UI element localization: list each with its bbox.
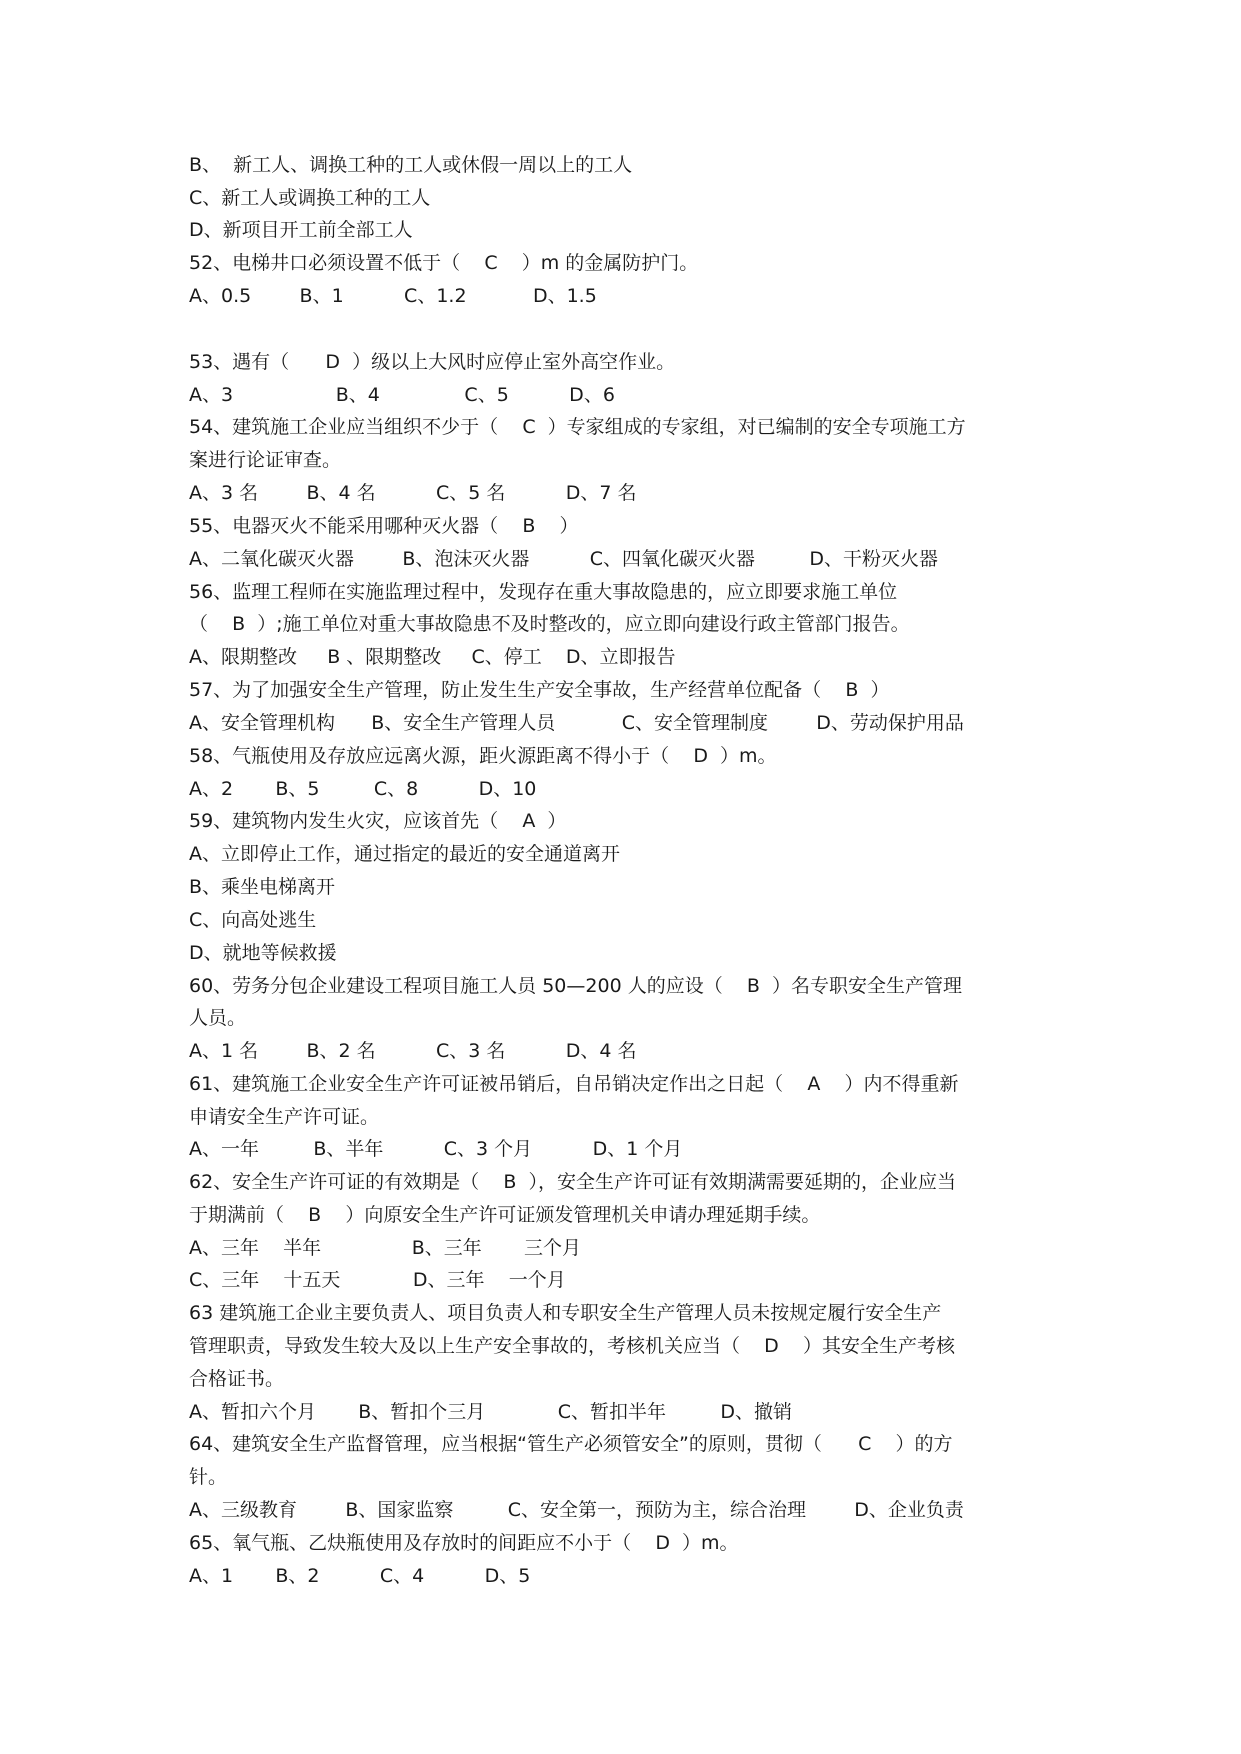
option-line: A、三级教育 B、国家监察 C、安全第一，预防为主，综合治理 D、企业负责: [189, 1499, 964, 1521]
option-line: A、三年 半年 B、三年 三个月: [189, 1237, 582, 1259]
question-line: 62、安全生产许可证的有效期是（ B ），安全生产许可证有效期满需要延期的，企业应当: [189, 1171, 956, 1193]
option-line: A、限期整改 B 、限期整改 C、停工 D、立即报告: [189, 646, 676, 668]
option-line: A、立即停止工作，通过指定的最近的安全通道离开: [189, 843, 620, 865]
question-line: 于期满前（ B ）向原安全生产许可证颁发管理机关申请办理延期手续。: [189, 1204, 821, 1226]
question-line: 64、建筑安全生产监督管理，应当根据“管生产必须管安全”的原则，贯彻（ C ）的方: [189, 1433, 953, 1455]
option-line: B、乘坐电梯离开: [189, 876, 336, 898]
option-line: A、0.5 B、1 C、1.2 D、1.5: [189, 285, 597, 307]
question-line: 59、建筑物内发生火灾，应该首先（ A ）: [189, 810, 567, 832]
question-line: 合格证书。: [189, 1368, 285, 1390]
question-line: 管理职责，导致发生较大及以上生产安全事故的，考核机关应当（ D ）其安全生产考核: [189, 1335, 955, 1357]
question-line: 人员。: [189, 1007, 247, 1029]
question-line: 申请安全生产许可证。: [189, 1106, 380, 1128]
option-line: A、1 名 B、2 名 C、3 名 D、4 名: [189, 1040, 637, 1062]
question-line: 61、建筑施工企业安全生产许可证被吊销后，自吊销决定作出之日起（ A ）内不得重新: [189, 1073, 959, 1095]
question-line: 56、监理工程师在实施监理过程中，发现存在重大事故隐患的，应立即要求施工单位: [189, 581, 898, 603]
question-line: 52、电梯井口必须设置不低于（ C ）m 的金属防护门。: [189, 252, 699, 274]
option-line: D、就地等候救援: [189, 942, 337, 964]
option-line: A、暂扣六个月 B、暂扣个三月 C、暂扣半年 D、撤销: [189, 1401, 793, 1423]
option-line: A、一年 B、半年 C、3 个月 D、1 个月: [189, 1138, 683, 1160]
option-line: A、二氧化碳灭火器 B、泡沫灭火器 C、四氧化碳灭火器 D、干粉灭火器: [189, 548, 938, 570]
option-line: B、 新工人、调换工种的工人或休假一周以上的工人: [189, 154, 633, 176]
question-line: （ B ）;施工单位对重大事故隐患不及时整改的，应立即向建设行政主管部门报告。: [189, 613, 910, 635]
question-line: 针。: [189, 1466, 228, 1488]
question-line: 57、为了加强安全生产管理，防止发生生产安全事故，生产经营单位配备（ B ）: [189, 679, 890, 701]
option-line: C、向高处逃生: [189, 909, 317, 931]
option-line: A、安全管理机构 B、安全生产管理人员 C、安全管理制度 D、劳动保护用品: [189, 712, 964, 734]
question-line: 54、建筑施工企业应当组织不少于（ C ）专家组成的专家组，对已编制的安全专项施工方: [189, 416, 966, 438]
option-line: A、3 B、4 C、5 D、6: [189, 384, 615, 406]
option-line: A、3 名 B、4 名 C、5 名 D、7 名: [189, 482, 637, 504]
option-line: D、新项目开工前全部工人: [189, 219, 413, 241]
option-line: A、2 B、5 C、8 D、10: [189, 778, 537, 800]
option-line: A、1 B、2 C、4 D、5: [189, 1565, 531, 1587]
option-line: C、新工人或调换工种的工人: [189, 187, 431, 209]
question-line: 60、劳务分包企业建设工程项目施工人员 50—200 人的应设（ B ）名专职安全生产管理: [189, 975, 962, 997]
question-line: 65、氧气瓶、乙炔瓶使用及存放时的间距应不小于（ D ）m。: [189, 1532, 739, 1554]
question-line: 53、遇有（ D ）级以上大风时应停止室外高空作业。: [189, 351, 676, 373]
question-line: 案进行论证审查。: [189, 449, 342, 471]
question-line: 63 建筑施工企业主要负责人、项目负责人和专职安全生产管理人员未按规定履行安全生产: [189, 1302, 942, 1324]
question-line: 58、气瓶使用及存放应远离火源，距火源距离不得小于（ D ）m。: [189, 745, 777, 767]
question-line: 55、电器灭火不能采用哪种灭火器（ B ）: [189, 515, 579, 537]
option-line: C、三年 十五天 D、三年 一个月: [189, 1269, 566, 1291]
